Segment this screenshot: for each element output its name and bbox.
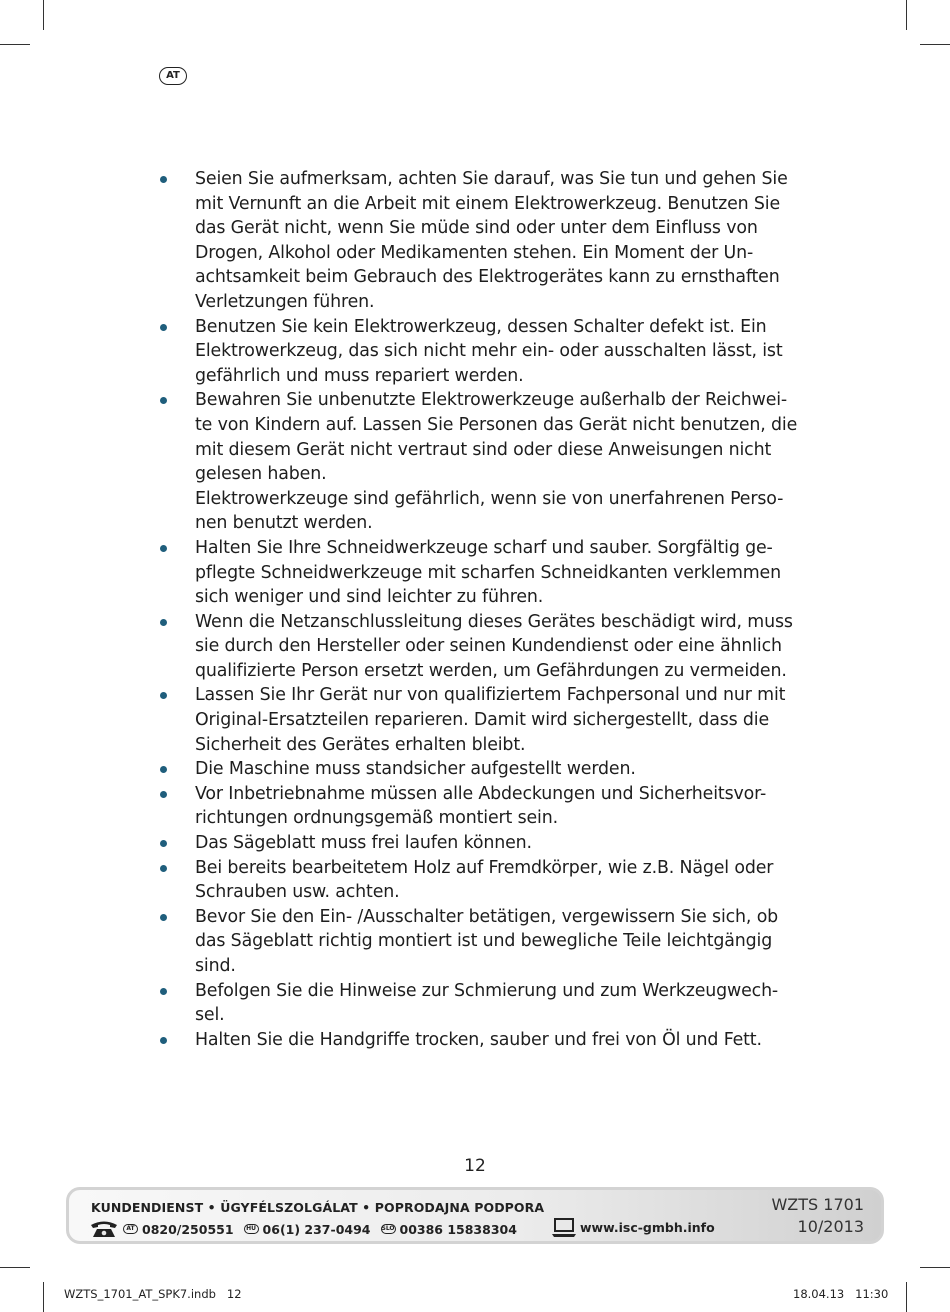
list-item xyxy=(158,856,798,905)
list-item xyxy=(158,979,798,1028)
phone-row xyxy=(89,1219,527,1239)
crop-mark xyxy=(920,1267,950,1268)
list-item xyxy=(158,315,798,389)
bullet-dot-icon xyxy=(160,1037,167,1044)
list-item-text: Benutzen Sie kein Elektrowerkzeug, dessen Schalter defekt ist. Ein Elektrowerkzeug, das sich nicht mehr ein- oder ausschalten lässt, ist gefährlich und muss repariert werden. xyxy=(195,316,783,386)
list-item xyxy=(158,167,798,315)
country-badge-slo: SLO xyxy=(381,1225,395,1232)
crop-mark xyxy=(43,1282,44,1312)
list-item xyxy=(158,905,798,979)
website-link[interactable]: www.isc-gmbh.info xyxy=(580,1220,715,1235)
service-title: KUNDENDIENST • ÜGYFÉLSZOLGÁLAT • POPRODAJNA PODPORA xyxy=(91,1200,545,1215)
country-badge-at: AT xyxy=(123,1224,138,1234)
list-item xyxy=(158,782,798,831)
list-item-text: Befolgen Sie die Hinweise zur Schmierung und zum Werkzeugwech- sel. xyxy=(195,980,779,1026)
list-item-text: Bewahren Sie unbenutzte Elektrowerkzeuge außerhalb der Reichwei- te von Kindern auf. Lassen Sie Personen das Gerät nicht benutzen, die mit diesem Gerät nicht vertraut sind oder diese Anweisungen nicht gelesen haben. xyxy=(195,390,798,485)
print-slug-timestamp: 18.04.13 11:30 xyxy=(793,1287,889,1301)
list-item xyxy=(158,388,798,536)
list-item xyxy=(158,683,798,757)
list-item xyxy=(158,831,798,856)
list-item xyxy=(158,536,798,610)
list-item-text: Vor Inbetriebnahme müssen alle Abdeckungen und Sicherheitsvor- richtungen ordnungsgemäß montiert sein. xyxy=(195,783,767,829)
safety-instructions-list xyxy=(158,167,798,1052)
revision-date: 10/2013 xyxy=(797,1217,864,1236)
phone-number-hu: 06(1) 237-0494 xyxy=(262,1221,371,1237)
bullet-dot-icon xyxy=(160,324,167,331)
crop-mark xyxy=(43,0,44,30)
list-item-text: Die Maschine muss standsicher aufgestellt werden. xyxy=(195,759,636,780)
list-item-text: Halten Sie die Handgriffe trocken, sauber und frei von Öl und Fett. xyxy=(195,1029,762,1050)
bullet-dot-icon xyxy=(160,914,167,921)
bullet-dot-icon xyxy=(160,692,167,699)
list-item-text: Bevor Sie den Ein- /Ausschalter betätigen, vergewissern Sie sich, ob das Sägeblatt richtig montiert ist und bewegliche Teile leichtgängig sind. xyxy=(195,906,779,976)
country-badge-hu: HU xyxy=(244,1224,259,1234)
bullet-dot-icon xyxy=(160,865,167,872)
crop-mark xyxy=(920,44,950,45)
crop-mark xyxy=(906,0,907,30)
list-item-extra-text: Elektrowerkzeuge sind gefährlich, wenn sie von unerfahrenen Perso- nen benutzt werden. xyxy=(195,488,784,534)
crop-mark xyxy=(906,1282,907,1312)
bullet-dot-icon xyxy=(160,791,167,798)
list-item xyxy=(158,610,798,684)
bullet-dot-icon xyxy=(160,766,167,773)
bullet-dot-icon xyxy=(160,619,167,626)
service-footer xyxy=(66,1187,884,1244)
laptop-icon xyxy=(551,1216,577,1238)
list-item xyxy=(158,757,798,782)
print-slug-file: WZTS_1701_AT_SPK7.indb 12 xyxy=(64,1287,242,1301)
list-item-text: Halten Sie Ihre Schneidwerkzeuge scharf und sauber. Sorgfältig ge- pflegte Schneidwerkzeuge mit scharfen Schneidkanten verklemmen sich weniger und sind leichter zu führen. xyxy=(195,537,781,608)
bullet-dot-icon xyxy=(160,397,167,404)
phone-number-at: 0820/250551 xyxy=(142,1221,234,1237)
phone-number-slo: 00386 15838304 xyxy=(399,1221,517,1237)
country-badge-at: AT xyxy=(159,67,187,85)
list-item-text: Das Sägeblatt muss frei laufen können. xyxy=(195,833,532,854)
list-item-text: Bei bereits bearbeitetem Holz auf Fremdkörper, wie z.B. Nägel oder Schrauben usw. achten. xyxy=(195,857,774,903)
bullet-dot-icon xyxy=(160,545,167,552)
telephone-icon xyxy=(89,1219,119,1239)
page-number: 12 xyxy=(464,1156,486,1176)
bullet-dot-icon xyxy=(160,840,167,847)
list-item xyxy=(158,1028,798,1053)
bullet-dot-icon xyxy=(160,988,167,995)
list-item-text: Seien Sie aufmerksam, achten Sie darauf, was Sie tun und gehen Sie mit Vernunft an die Arbeit mit einem Elektrowerkzeug. Benutzen Sie das Gerät nicht, wenn Sie müde sind oder unter dem Einfluss von Drogen, Alkohol oder Medikamenten stehen. Ein Moment der Un- achtsamkeit beim Gebrauch des Elektrogerätes kann zu ernsthaften Verletzungen führen. xyxy=(195,169,788,312)
list-item-text: Wenn die Netzanschlussleitung dieses Gerätes beschädigt wird, muss sie durch den Hersteller oder seinen Kundendienst oder eine ähnlich qualifizierte Person ersetzt werden, um Gefährdungen zu vermeiden. xyxy=(195,611,793,681)
model-number: WZTS 1701 xyxy=(771,1195,864,1214)
crop-mark xyxy=(0,1267,30,1268)
list-item-text: Lassen Sie Ihr Gerät nur von qualifiziertem Fachpersonal und nur mit Original-Ersatzteilen reparieren. Damit wird sichergestellt, dass die Sicherheit des Gerätes erhalten bleibt. xyxy=(195,685,786,755)
bullet-dot-icon xyxy=(160,176,167,183)
crop-mark xyxy=(0,44,30,45)
